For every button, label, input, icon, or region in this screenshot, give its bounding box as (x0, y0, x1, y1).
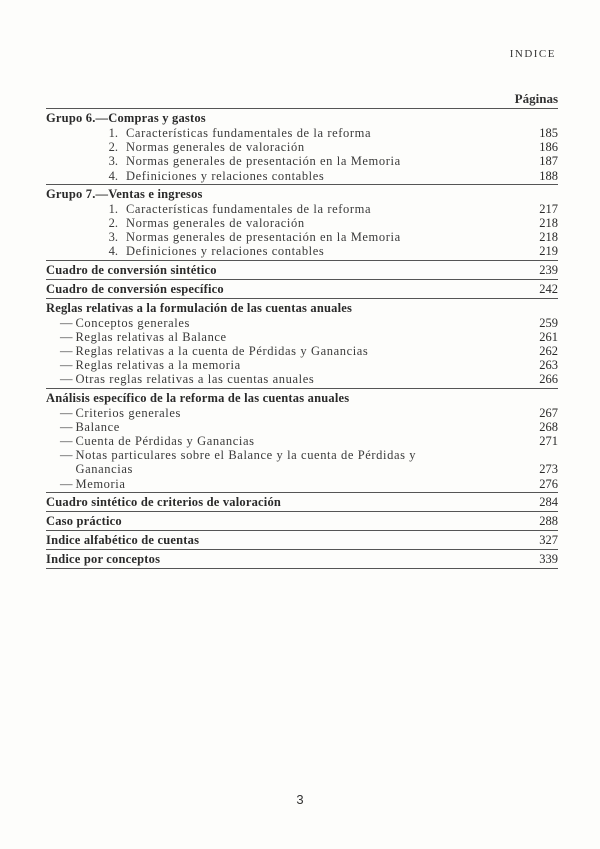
toc-entry-page: 261 (539, 329, 558, 344)
toc-section-title: Caso práctico (46, 513, 122, 528)
toc-section-heading[interactable] (46, 281, 558, 297)
toc-entry[interactable] (46, 344, 558, 358)
toc-entry-title: Normas generales de valoración (126, 140, 305, 155)
toc-entry-marker: 1. (108, 126, 118, 140)
paginas-column-header: Páginas (514, 91, 558, 106)
toc-entry-title: Memoria (75, 476, 126, 491)
toc-section-title: Indice alfabético de cuentas (46, 532, 200, 547)
toc-entry-title: Definiciones y relaciones contables (126, 168, 325, 183)
toc-entry[interactable] (46, 216, 558, 230)
page-number: 3 (296, 792, 304, 807)
toc-entry[interactable] (46, 126, 558, 140)
toc-entry-title: Reglas relativas a la cuenta de Pérdidas y Ganancias (75, 344, 369, 359)
toc-entry-marker: 3. (108, 230, 118, 245)
table-of-contents (46, 90, 558, 569)
toc-entry-marker: 4. (108, 168, 118, 183)
toc-section-title: Indice por conceptos (46, 551, 161, 566)
toc-section-title: Cuadro de conversión sintético (46, 262, 217, 277)
toc-entry-title: Definiciones y relaciones contables (126, 244, 325, 259)
toc-section (46, 260, 558, 279)
toc-section (46, 279, 558, 298)
toc-entry-marker: 3. (108, 154, 118, 169)
toc-entry-page: 187 (539, 154, 558, 169)
toc-entry-marker: — (60, 315, 72, 330)
toc-entry-marker: 2. (108, 140, 118, 155)
toc-section-heading[interactable] (46, 390, 558, 406)
toc-section-page: 288 (539, 513, 558, 528)
toc-entry-marker: — (60, 344, 72, 359)
toc-entry[interactable] (46, 140, 558, 154)
toc-section (46, 108, 558, 184)
toc-entry[interactable] (46, 230, 558, 244)
toc-entry-page: 219 (539, 244, 558, 259)
toc-entry-title: Reglas relativas a la memoria (75, 358, 241, 373)
toc-entry-marker: — (60, 434, 72, 449)
toc-entry-page: 273 (539, 462, 558, 477)
toc-section (46, 492, 558, 511)
toc-entry-title: Notas particulares sobre el Balance y la cuenta de Pérdidas y Ganancias (75, 448, 417, 477)
toc-section-heading[interactable] (46, 110, 558, 126)
toc-section-title: Grupo 6.—Compras y gastos (46, 111, 206, 125)
toc-entry-page: 218 (539, 230, 558, 245)
toc-entry-page: 262 (539, 344, 558, 359)
toc-section-heading[interactable] (46, 300, 558, 316)
toc-section (46, 549, 558, 569)
toc-entry-page: 276 (539, 476, 558, 491)
toc-section-page: 239 (539, 262, 558, 277)
toc-entry-marker: — (60, 476, 72, 491)
toc-entry-marker: — (60, 405, 72, 420)
toc-section-heading[interactable] (46, 532, 558, 548)
toc-entry[interactable] (46, 372, 558, 386)
toc-sections (46, 108, 558, 569)
toc-entry-title: Criterios generales (75, 405, 181, 420)
toc-entry-page: 263 (539, 358, 558, 373)
toc-section-title: Reglas relativas a la formulación de las cuentas anuales (46, 300, 353, 315)
toc-entry-page: 218 (539, 216, 558, 231)
toc-entry[interactable] (46, 169, 558, 183)
toc-entry-title: Características fundamentales de la reforma (126, 126, 372, 140)
toc-entry-title: Normas generales de presentación en la Memoria (126, 230, 401, 245)
toc-entry-page: 217 (539, 201, 558, 216)
toc-section (46, 530, 558, 549)
toc-entry-title: Otras reglas relativas a las cuentas anuales (75, 372, 315, 387)
toc-entry[interactable] (46, 358, 558, 372)
toc-entry-page: 266 (539, 372, 558, 387)
toc-entry-page: 185 (539, 126, 558, 140)
toc-section-page: 242 (539, 281, 558, 296)
toc-entry[interactable] (46, 406, 558, 420)
toc-section-page: 327 (539, 532, 558, 547)
toc-entry[interactable] (46, 434, 558, 448)
toc-entry[interactable] (46, 316, 558, 330)
toc-entry[interactable] (46, 244, 558, 258)
toc-section-heading[interactable] (46, 551, 558, 567)
toc-entry-marker: 2. (108, 216, 118, 231)
toc-entry-marker: 1. (108, 201, 118, 216)
toc-entry[interactable] (46, 154, 558, 168)
toc-entry-title: Reglas relativas al Balance (75, 329, 227, 344)
toc-section-title: Cuadro de conversión específico (46, 281, 224, 296)
toc-entry-page: 188 (539, 168, 558, 183)
toc-entry-title: Normas generales de valoración (126, 216, 305, 231)
toc-section-title: Grupo 7.—Ventas e ingresos (46, 186, 203, 201)
toc-section (46, 388, 558, 492)
toc-section-title: Cuadro sintético de criterios de valoración (46, 494, 282, 509)
toc-entry[interactable] (46, 202, 558, 216)
toc-entry-title: Conceptos generales (75, 315, 190, 330)
toc-entry-title: Características fundamentales de la reforma (126, 201, 372, 216)
toc-entry-title: Balance (75, 419, 120, 434)
toc-entry[interactable] (46, 477, 558, 491)
toc-section-page: 284 (539, 494, 558, 509)
running-head: INDICE (509, 48, 556, 60)
toc-entry-title: Normas generales de presentación en la Memoria (126, 154, 401, 169)
toc-entry-page: 267 (539, 405, 558, 420)
toc-entry[interactable] (46, 420, 558, 434)
toc-section-heading[interactable] (46, 186, 558, 202)
toc-section-title: Análisis específico de la reforma de las cuentas anuales (46, 390, 350, 405)
toc-entry-page: 186 (539, 140, 558, 155)
toc-entry-page: 268 (539, 419, 558, 434)
toc-entry-marker: 4. (108, 244, 118, 259)
toc-entry-marker: — (60, 329, 72, 344)
toc-entry-marker: — (60, 448, 72, 463)
toc-section (46, 298, 558, 388)
toc-entry-page: 271 (539, 434, 558, 449)
toc-entry-marker: — (60, 419, 72, 434)
toc-section-heading[interactable] (46, 513, 558, 529)
toc-entry-title: Cuenta de Pérdidas y Ganancias (75, 434, 255, 449)
toc-section-page: 339 (539, 551, 558, 566)
toc-section (46, 511, 558, 530)
toc-entry-marker: — (60, 372, 72, 387)
toc-entry-page: 259 (539, 315, 558, 330)
toc-section-heading[interactable] (46, 262, 558, 278)
toc-section (46, 184, 558, 260)
toc-section-heading[interactable] (46, 494, 558, 510)
toc-entry[interactable] (46, 448, 558, 476)
toc-entry[interactable] (46, 330, 558, 344)
toc-entry-marker: — (60, 358, 72, 373)
